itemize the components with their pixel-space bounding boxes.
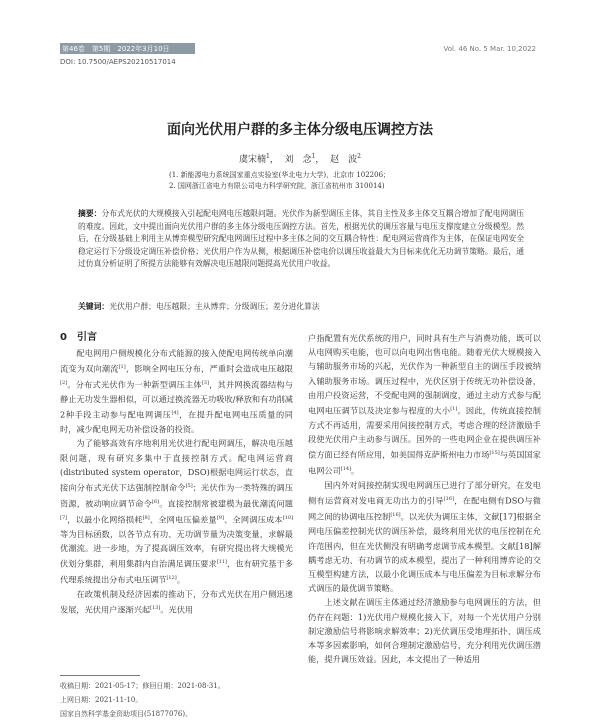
- text-run: 、全网调压成本: [223, 514, 283, 525]
- text-run: 。因此，传统直接控制方式不再适用，需要采用间接控制方式，考虑合理的经济激励手段使光伏用户主动参与调压。国外的一些电网企业在提供调压补偿方面已经有所应用，如美国得克萨斯州电力市场: [308, 405, 541, 461]
- abstract-label: 摘要：: [78, 209, 102, 218]
- keywords-label: 关键词：: [78, 302, 110, 311]
- citation[interactable]: [15]: [489, 450, 500, 457]
- text-run: 。光伏用: [160, 605, 194, 616]
- citation[interactable]: [10]: [282, 514, 293, 521]
- doi-link[interactable]: DOI: 10.7500/AEPS20210517014: [60, 58, 176, 66]
- text-run: 。直接控制常被建模为最优潮流问题: [159, 498, 293, 509]
- text-run: 等为目标函数，以各节点有功、无功调节量为决策变量，求解最优潮流。进一步地，为了提高调压效率，有研究提出将大规模光伏划分集群，利用集群内自治满足调压要求: [60, 528, 293, 569]
- text-run: 上述文献在调压主体通过经济激励参与电网调压的方法，但仍存在问题：1)光伏用户规模化接入下，对每一个光伏用户分别制定激励信号将影响求解效率；2)光伏调压受地理拓扑、调压成本等多因素影响，如何合理制定激励信号，充分利用光伏调压潜能，提升调压效益。因此，本文提出了一种适用: [308, 597, 541, 665]
- text-run: 。分布式光伏作为一种新型调压主体: [67, 379, 202, 390]
- journal-issue-info-en: Vol. 46 No. 5 Mar. 10,2022: [443, 44, 536, 53]
- footnote-online-date: 上网日期：2021-11-10。: [60, 696, 143, 704]
- citation[interactable]: [1]: [450, 406, 458, 413]
- keywords: [78, 301, 524, 313]
- author-1: 虞宋楠: [239, 155, 267, 165]
- text-run: ，以最小化网络损耗: [67, 514, 143, 525]
- affiliation-1: (1. 新能源电力系统国家重点实验室(华北电力大学)，北京市 102206；: [169, 171, 391, 179]
- abstract-text: 分布式光伏的大规模接入引起配电网电压越限问题。光伏作为新型调压主体，其自主性及多主体交互耦合增加了配电网调压的难度。因此，文中提出面向光伏用户群的多主体分级电压调控方法。首先，根据光伏的调压容量与电压支撑度建立分级模型。然后，在分级基础上利用主从博弈模型研究配电网调压过程中多主体之间的交互耦合特性：配电网运营商作为主体，在保证电网安全稳定运行下分级设定调压补偿价格；光伏用户作为从侧，根据调压补偿电价以调压收益最大为目标来优化无功调节策略。最后，通过仿真分析证明了所提方法能够有效解决电压越限问题提高光伏用户收益。: [78, 209, 525, 268]
- abstract: [78, 208, 524, 271]
- intro-paragraph-5: [308, 595, 541, 666]
- footnote-funding: 国家自然科学基金资助项目(51877076)。: [60, 710, 193, 718]
- text-run: 、全网电压偏差量: [149, 514, 217, 525]
- citation[interactable]: [6]: [152, 498, 160, 505]
- text-run: 在政策机制及经济因素的推动下，分布式光伏在用户侧迅速发展，光伏用户逐渐兴起: [60, 589, 293, 616]
- text-run: ，在配电侧有DSO与微网之间的协调电压控制: [308, 496, 541, 523]
- citation[interactable]: [1]: [118, 364, 126, 371]
- citation[interactable]: [2]: [60, 380, 68, 387]
- citation[interactable]: [3]: [201, 380, 209, 387]
- text-run: 。以光伏为调压主体，文献[17]根据全网电压偏差控制光伏的调压补偿，最终利用光伏的电压控制在允许范围内，但在光伏侧没有明确考虑调节成本模型。文献[18]解耦考虑无功、有功调节的成本模型，提出了一种利用博弈论的交互模型构建方法，以最小化调压成本与电压偏差为目标求解分布式调压的最优调节策略。: [308, 512, 541, 594]
- text-run: ，其并网换流器结构与静止无功发生器相似，可以通过换流器无功吸收/释放和有功削减2种手段主动参与配电网调压: [60, 379, 293, 421]
- author-3-affil-mark: 2: [357, 153, 361, 160]
- intro-paragraph-2: [60, 436, 293, 587]
- text-run: 。: [351, 466, 360, 477]
- citation[interactable]: [14]: [340, 466, 352, 473]
- text-run: ，也有研究基于多代理系统提出分布式电压调节: [60, 558, 293, 585]
- text-run: ，在提升配电网电压质量的同时，减少配电网无功补偿设备的投资。: [60, 410, 293, 435]
- citation[interactable]: [13]: [150, 605, 161, 612]
- affiliation-2: 2. 国网浙江省电力有限公司电力科学研究院，浙江省杭州市 310014): [169, 182, 385, 190]
- intro-paragraph-3: [60, 587, 293, 617]
- citation[interactable]: [4]: [171, 410, 179, 417]
- author-list: 虞宋楠$^1$， 刘 念$^1$， 赵 波$^2$: [239, 153, 361, 165]
- text-run: 配电网用户侧规模化分布式能源的接入使配电网传统单向潮流变为双向潮流: [60, 348, 293, 374]
- footnote-received-date: 收稿日期：2021-05-17；修回日期：2021-08-31。: [60, 682, 225, 690]
- keywords-text: 光伏用户群；电压越限；主从博弈；分级调压；差分进化算法: [109, 302, 320, 311]
- intro-paragraph-4: [308, 478, 541, 595]
- author-3: 赵 波: [330, 155, 358, 165]
- citation[interactable]: [11]: [216, 559, 227, 566]
- author-2: 刘 念: [284, 155, 312, 165]
- body-column-left: [60, 346, 293, 617]
- author-2-affil-mark: 1: [311, 153, 316, 160]
- citation[interactable]: [5]: [185, 483, 193, 490]
- citation[interactable]: [16]: [443, 496, 454, 503]
- footnote-divider: [60, 675, 140, 676]
- intro-paragraph-3-cont: [308, 331, 541, 478]
- journal-issue-info: 第46卷 第5期 2022年3月10日: [62, 44, 170, 53]
- text-run: ，影响全网电压分布，严重时会造成电压越限: [125, 363, 293, 374]
- author-1-affil-mark: 1: [266, 153, 270, 160]
- text-run: 国内外对间接控制实现电网调压已进行了部分研究，在发电侧有运营商对发电商无功出力的引导: [308, 480, 541, 507]
- text-run: 户指配置有光伏系统的用户，同时具有生产与消费功能，既可以从电网购买电能，也可以向电网出售电能。随着光伏大规模接入与辅助服务市场的兴起，光伏作为一种新型自主的调压手段被纳入辅助服务市场。调压过程中，光伏区别于传统无功补偿设备，由用户投资运营，不受配电网的强制调度，通过主动方式参与配电网电压调节以及决定参与程度的大小: [308, 333, 541, 416]
- body-column-right: [308, 331, 541, 666]
- section-heading-introduction: 0 引言: [60, 332, 97, 343]
- text-run: ；光伏作为一类特殊的调压资源，被动响应调节命令: [60, 482, 293, 509]
- citation[interactable]: [16]: [390, 512, 401, 519]
- citation[interactable]: [12]: [166, 575, 177, 582]
- intro-paragraph-1: [60, 346, 293, 436]
- paper-title: 面向光伏用户群的多主体分级电压调控方法: [167, 122, 433, 138]
- citation[interactable]: [9]: [216, 514, 224, 521]
- text-run: 与英国国家电网公司: [308, 450, 541, 477]
- citation[interactable]: [8]: [142, 514, 150, 521]
- text-run: 为了能够高效有序地利用光伏进行配电网调压，解决电压越限问题，现有研究多集中于直接控制方式。配电网运营商(distributed system operator，DSO)根据电网运行状态，直接向分布式光伏下达强制控制命令: [60, 438, 293, 493]
- text-run: 。: [176, 574, 185, 585]
- citation[interactable]: [7]: [60, 514, 68, 521]
